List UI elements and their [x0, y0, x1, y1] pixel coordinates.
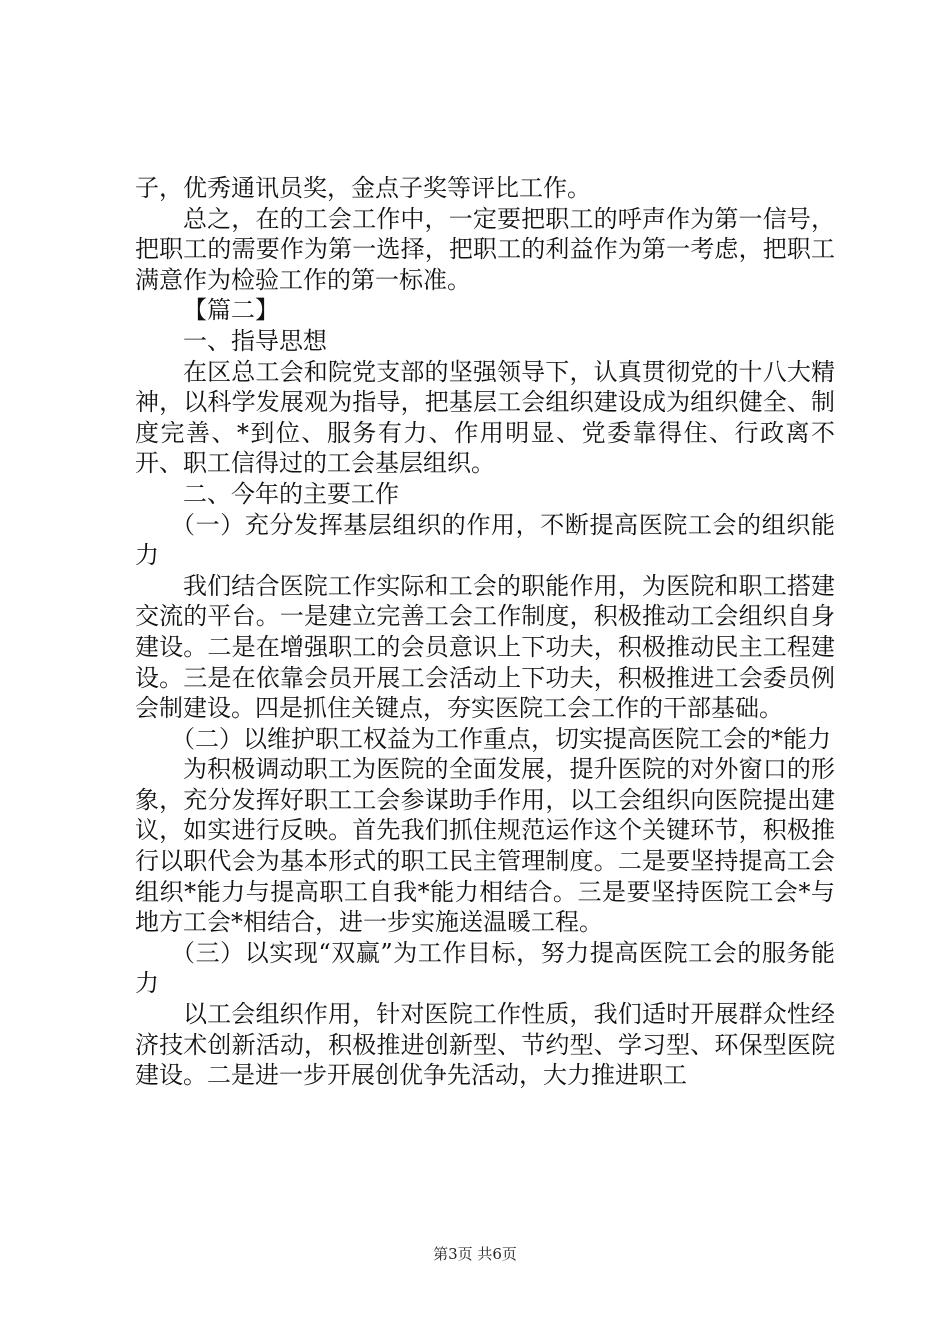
section-heading: 一、指导思想 — [183, 326, 327, 355]
subsection-heading: （三）以实现“双赢”为工作目标，努力提高医院工会的服务能力 — [135, 938, 835, 998]
paragraph: 以工会组织作用，针对医院工作性质，我们适时开展群众性经济技术创新活动，积极推进创新型、节约型、学习型、环保型医院建设。二是进一步开展创优争先活动，大力推进职工 — [135, 1000, 835, 1090]
page-footer: 第3页 共6页 — [433, 1245, 517, 1263]
paragraph: 子，优秀通讯员奖，金点子奖等评比工作。 — [135, 174, 591, 202]
subsection-heading: （二）以维护职工权益为工作重点，切实提高医院工会的*能力 — [171, 724, 831, 753]
section-heading: 二、今年的主要工作 — [183, 479, 399, 508]
paragraph: 在区总工会和院党支部的坚强领导下，认真贯彻党的十八大精神，以科学发展观为指导，把基层工会组织建设成为组织健全、制度完善、*到位、服务有力、作用明显、党委靠得住、行政离不开、职工信得过的工会基层组织。 — [135, 357, 835, 478]
paragraph: 为积极调动职工为医院的全面发展，提升医院的对外窗口的形象，充分发挥好职工工会参谋助手作用，以工会组织向医院提出建议，如实进行反映。首先我们抓住规范运作这个关键环节，积极推行以职代会为基本形式的职工民主管理制度。二是要坚持提高工会组织*能力与提高职工自我*能力相结合。三是要坚持医院工会*与地方工会*相结合，进一步实施送温暖工程。 — [135, 755, 835, 937]
document-body — [135, 173, 835, 1091]
paragraph: 我们结合医院工作实际和工会的职能作用，为医院和职工搭建交流的平台。一是建立完善工会工作制度，积极推动工会组织自身建设。二是在增强职工的会员意识上下功夫，积极推动民主工程建设。三是在依靠会员开展工会活动上下功夫，积极推进工会委员例会制建设。四是抓住关键点，夯实医院工会工作的干部基础。 — [135, 571, 835, 723]
section-heading: 【篇二】 — [183, 296, 279, 325]
subsection-heading: （一）充分发挥基层组织的作用，不断提高医院工会的组织能力 — [135, 510, 835, 570]
paragraph: 总之，在的工会工作中，一定要把职工的呼声作为第一信号，把职工的需要作为第一选择，把职工的利益作为第一考虑，把职工满意作为检验工作的第一标准。 — [135, 204, 835, 294]
